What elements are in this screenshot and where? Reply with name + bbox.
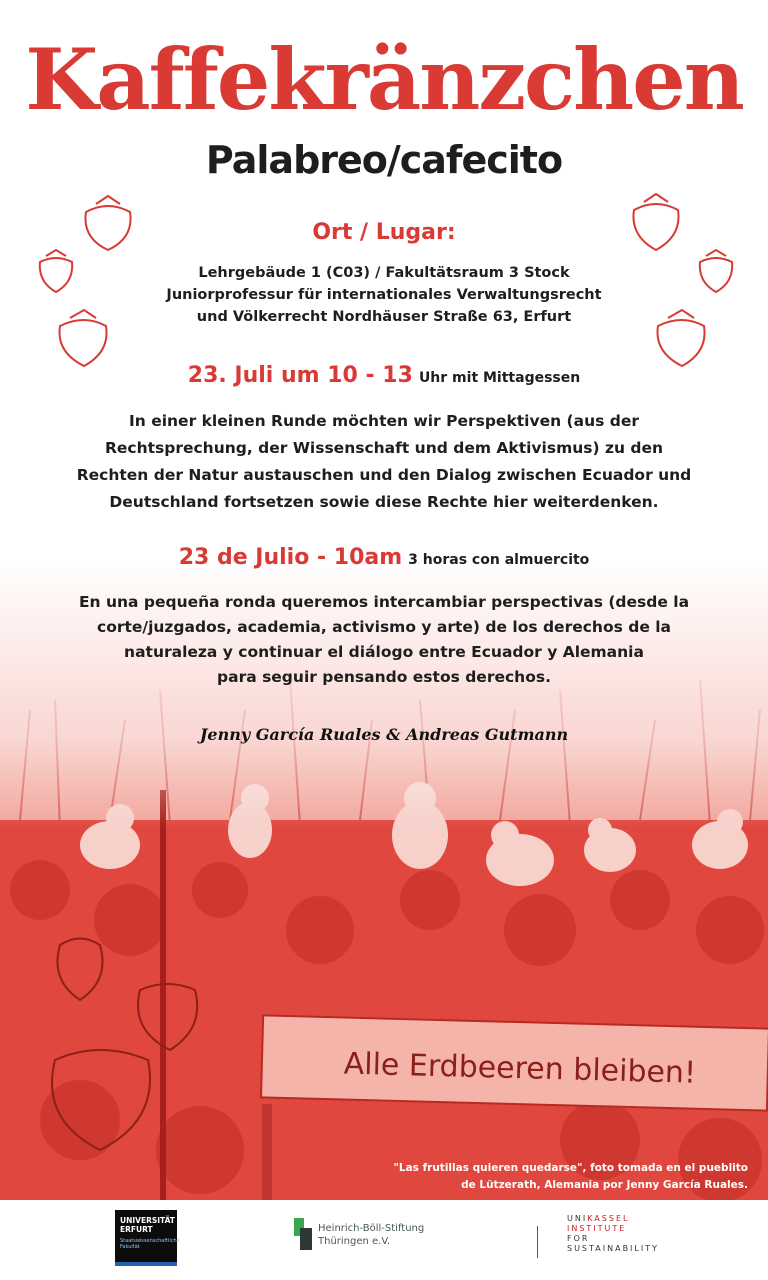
- boell-logo[interactable]: [294, 1216, 454, 1256]
- photo-caption: [348, 1160, 748, 1194]
- uni-erfurt-accent: [115, 1262, 177, 1266]
- kassel-institute: INSTITUTE: [567, 1224, 627, 1233]
- boell-region: Thüringen e.V.: [318, 1236, 391, 1247]
- kassel-text: [567, 1214, 659, 1254]
- german-date-row: [0, 363, 768, 388]
- boell-mark-icon: [294, 1218, 312, 1250]
- location-line: Lehrgebäude 1 (C03) / Fakultätsraum 3 Stock: [198, 265, 570, 281]
- spanish-description: [44, 590, 724, 690]
- german-line: Deutschland fortsetzen sowie diese Rechte hier weiterdenken.: [109, 493, 659, 511]
- kassel-sustainability: SUSTAINABILITY: [567, 1244, 660, 1253]
- page-subtitle: Palabreo/cafecito: [205, 138, 563, 182]
- spanish-line: para seguir pensando estos derechos.: [217, 668, 551, 686]
- uni-erfurt-logo[interactable]: [115, 1210, 180, 1266]
- authors: Jenny García Ruales & Andreas Gutmann: [199, 725, 569, 744]
- sponsor-footer: [0, 1202, 768, 1280]
- caption-line: de Lützerath, Alemania por Jenny García Ruales.: [461, 1179, 748, 1191]
- location-address: [0, 262, 768, 328]
- spanish-line: En una pequeña ronda queremos intercambiar perspectivas (desde la: [78, 593, 690, 611]
- page-title: Kaffekränzchen: [25, 30, 743, 129]
- spanish-date: 23 de Julio - 10am: [178, 545, 403, 570]
- german-date-detail: Uhr mit Mittagessen: [418, 370, 581, 386]
- kassel-name: [567, 1214, 659, 1224]
- spanish-line: corte/juzgados, academia, activismo y arte) de los derechos de la: [97, 618, 671, 636]
- uni-erfurt-faculty: Staatswissenschaftliche Fakultät: [120, 1238, 180, 1250]
- german-description: [44, 408, 724, 516]
- caption-line: "Las frutillas quieren quedarse", foto tomada en el pueblito: [393, 1162, 748, 1174]
- german-line: Rechtsprechung, der Wissenschaft und dem Aktivismus) zu den: [104, 439, 664, 457]
- kassel-logo[interactable]: [537, 1214, 667, 1264]
- kassel-city: KASSEL: [587, 1214, 630, 1223]
- kassel-uni: UNI: [567, 1214, 588, 1223]
- uni-erfurt-city: ERFURT: [120, 1225, 153, 1234]
- location-label: Ort / Lugar:: [312, 220, 456, 245]
- kassel-for: FOR: [567, 1234, 590, 1243]
- german-line: In einer kleinen Runde möchten wir Perspektiven (aus der: [129, 412, 639, 430]
- german-date: 23. Juli um 10 - 13: [187, 363, 413, 388]
- spanish-date-row: [0, 545, 768, 570]
- location-line: Juniorprofessur für internationales Verwaltungsrecht: [166, 287, 602, 303]
- boell-name: Heinrich-Böll-Stiftung: [318, 1223, 425, 1234]
- german-line: Rechten der Natur austauschen und den Dialog zwischen Ecuador und: [76, 466, 692, 484]
- spanish-line: naturaleza y continuar el diálogo entre Ecuador y Alemania: [124, 643, 644, 661]
- boell-text: [318, 1222, 424, 1248]
- uni-erfurt-name: UNIVERSITÄT: [120, 1216, 175, 1225]
- location-line: und Völkerrecht Nordhäuser Straße 63, Erfurt: [196, 309, 572, 325]
- spanish-date-detail: 3 horas con almuercito: [408, 552, 590, 568]
